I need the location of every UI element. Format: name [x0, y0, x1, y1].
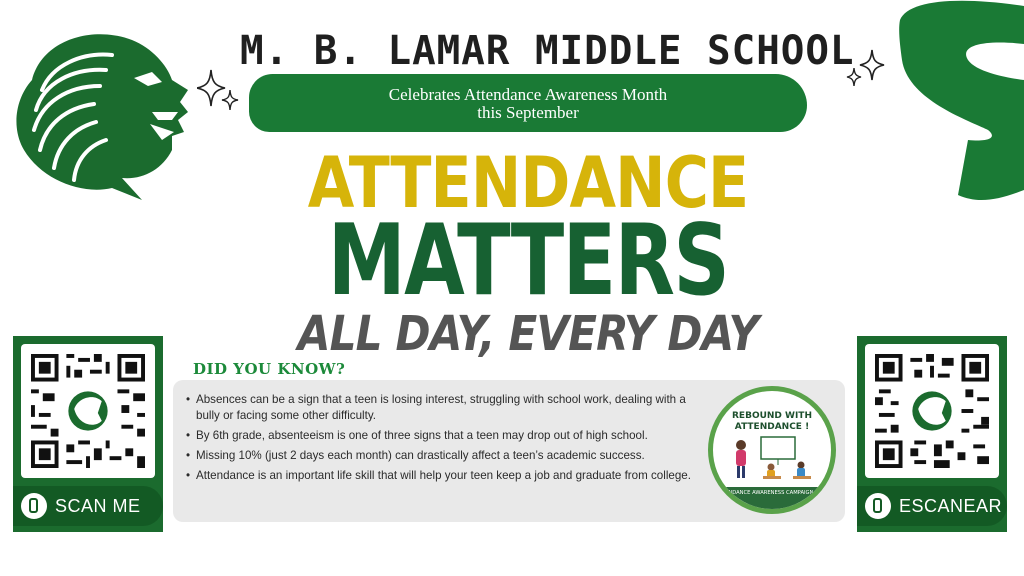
headline-all-day-every-day: ALL DAY, EVERY DAY: [297, 306, 759, 362]
qr-code-left[interactable]: [21, 344, 155, 478]
list-item: • By 6th grade, absenteeism is one of three signs that a teen may drop out of high school.: [186, 428, 702, 444]
classroom-illustration: [723, 435, 821, 485]
did-you-know-list: [186, 392, 702, 488]
rebound-badge: [708, 386, 836, 514]
headline-attendance: ATTENDANCE: [307, 142, 749, 224]
list-item: • Missing 10% (just 2 days each month) can drastically affect a teen’s academic success.: [186, 448, 702, 464]
badge-subtitle: ATTENDANCE AWARENESS CAMPAIGN 2021: [713, 487, 831, 514]
school-title: M. B. LAMAR MIDDLE SCHOOL: [240, 28, 855, 74]
phone-icon: [865, 493, 891, 519]
escanear-button[interactable]: [857, 486, 1007, 526]
banner-line-1: Celebrates Attendance Awareness Month: [388, 85, 668, 104]
scan-me-label: SCAN ME: [55, 496, 141, 516]
list-item: • Absences can be a sign that a teen is losing interest, struggling with school work, dealing with a bully or facing some other difficulty.: [186, 392, 702, 424]
badge-title: REBOUND WITH ATTENDANCE !: [732, 411, 812, 432]
escanear-label: ESCANEAR: [899, 496, 1003, 516]
list-item: • Attendance is an important life skill that will help your teen keep a job and graduate from college.: [186, 468, 702, 484]
lion-logo: [2, 20, 194, 205]
did-you-know-heading: DID YOU KNOW?: [193, 360, 346, 378]
banner-text: [249, 86, 807, 122]
sparkle-icon: [197, 68, 239, 116]
banner-line-2: this September: [477, 103, 579, 122]
headline-matters: MATTERS: [327, 204, 729, 318]
phone-icon: [21, 493, 47, 519]
qr-code-icon: [31, 354, 145, 468]
qr-block-right: [857, 336, 1007, 532]
decorative-swoosh: [898, 0, 1024, 205]
qr-code-icon: [875, 354, 989, 468]
qr-code-right[interactable]: [865, 344, 999, 478]
scan-me-button[interactable]: [13, 486, 163, 526]
qr-block-left: [13, 336, 163, 532]
